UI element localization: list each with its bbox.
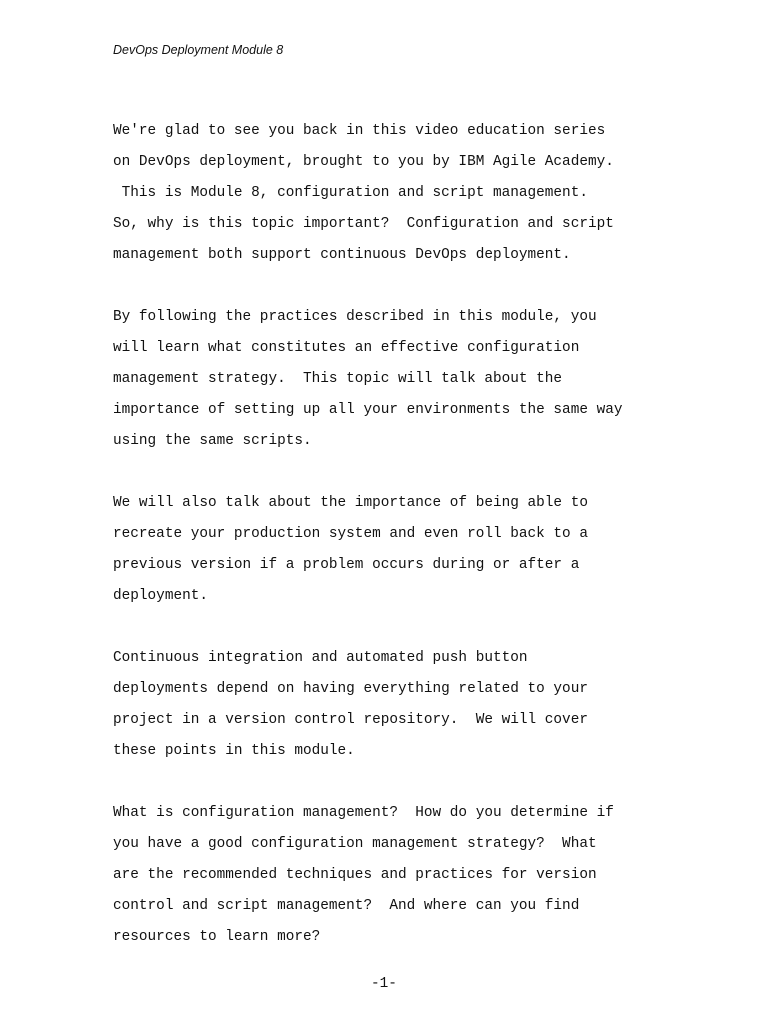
- text-line: We will also talk about the importance of being able to: [113, 495, 588, 511]
- text-line: you have a good configuration management strategy? What: [113, 836, 597, 852]
- transcript-body: [113, 116, 673, 953]
- text-line: So, why is this topic important? Configuration and script: [113, 216, 614, 232]
- text-line: This is Module 8, configuration and script management.: [113, 185, 588, 201]
- paragraph-gap: [113, 612, 673, 643]
- page-number: -1-: [371, 976, 397, 992]
- text-line: recreate your production system and even roll back to a: [113, 526, 588, 542]
- running-header: DevOps Deployment Module 8: [113, 43, 284, 57]
- paragraph-gap: [113, 767, 673, 798]
- text-line: using the same scripts.: [113, 433, 312, 449]
- text-line: are the recommended techniques and practices for version: [113, 867, 597, 883]
- paragraph-3: [113, 488, 673, 612]
- paragraph-5: [113, 798, 673, 953]
- text-line: resources to learn more?: [113, 929, 321, 945]
- paragraph-1: [113, 116, 673, 271]
- text-line: By following the practices described in this module, you: [113, 309, 597, 325]
- text-line: will learn what constitutes an effective configuration: [113, 340, 580, 356]
- text-line: What is configuration management? How do you determine if: [113, 805, 614, 821]
- text-line: these points in this module.: [113, 743, 355, 759]
- text-line: previous version if a problem occurs during or after a: [113, 557, 580, 573]
- paragraph-gap: [113, 457, 673, 488]
- text-line: project in a version control repository. We will cover: [113, 712, 588, 728]
- text-line: on DevOps deployment, brought to you by IBM Agile Academy.: [113, 154, 614, 170]
- paragraph-4: [113, 643, 673, 767]
- text-line: deployment.: [113, 588, 208, 604]
- text-line: control and script management? And where can you find: [113, 898, 580, 914]
- text-line: management strategy. This topic will talk about the: [113, 371, 563, 387]
- paragraph-2: [113, 302, 673, 457]
- paragraph-gap: [113, 271, 673, 302]
- text-line: Continuous integration and automated push button: [113, 650, 528, 666]
- text-line: management both support continuous DevOps deployment.: [113, 247, 571, 263]
- text-line: importance of setting up all your environments the same way: [113, 402, 623, 418]
- text-line: We're glad to see you back in this video education series: [113, 123, 606, 139]
- text-line: deployments depend on having everything related to your: [113, 681, 588, 697]
